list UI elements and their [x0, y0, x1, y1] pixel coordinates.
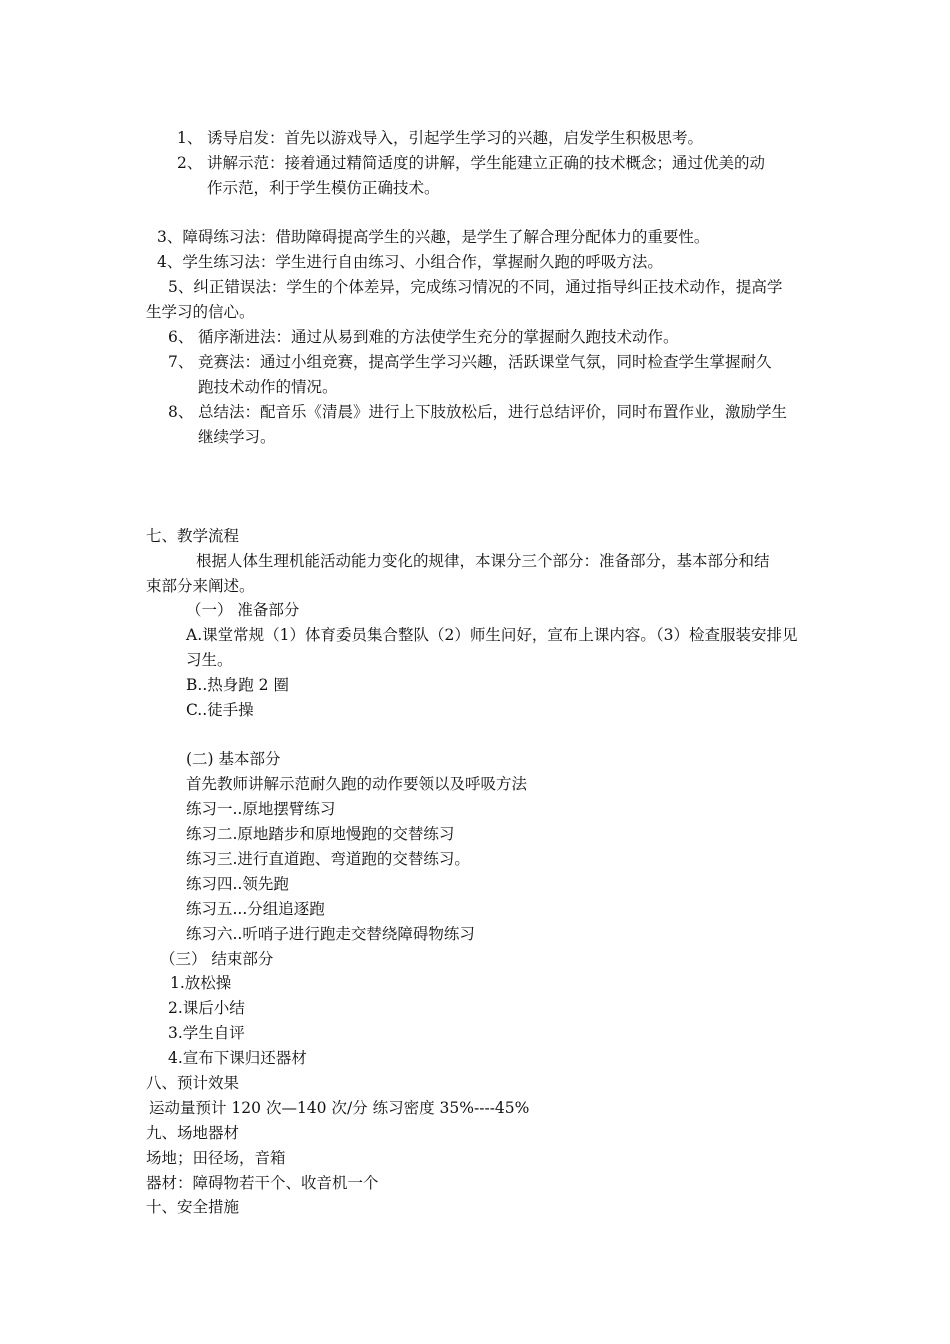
part-2-exercise-6: 练习六..听哨子进行跑走交替绕障碍物练习 — [186, 925, 475, 943]
section-7-intro-line-1: 根据人体生理机能活动能力变化的规律，本课分三个部分：准备部分，基本部分和结 — [196, 552, 770, 570]
part-3-item-1: 1.放松操 — [170, 974, 232, 992]
section-8-heading: 八、预计效果 — [146, 1074, 240, 1092]
method-1-text: 诱导启发：首先以游戏导入，引起学生学习的兴趣，启发学生积极思考。 — [207, 129, 704, 147]
method-4-text: 4、学生练习法：学生进行自由练习、小组合作，掌握耐久跑的呼吸方法。 — [157, 253, 663, 271]
method-7-number: 7、 — [168, 353, 194, 371]
part-2-exercise-4: 练习四..领先跑 — [186, 875, 289, 893]
section-9-equipment: 器材：障碍物若干个、收音机一个 — [146, 1174, 379, 1192]
method-6-text: 循序渐进法：通过从易到难的方法使学生充分的掌握耐久跑技术动作。 — [198, 328, 679, 346]
part-2-exercise-3: 练习三.进行直道跑、弯道跑的交替练习。 — [186, 850, 470, 868]
method-7-line-2: 跑技术动作的情况。 — [198, 378, 338, 396]
part-3-heading: （三） 结束部分 — [160, 950, 274, 968]
part-1-item-a-line-2: 习生。 — [186, 651, 233, 669]
part-1-item-a-line-1: A.课堂常规（1）体育委员集合整队（2）师生问好，宣布上课内容。（3）检查服装安排见 — [186, 626, 798, 644]
method-2-number: 2、 — [177, 154, 203, 172]
method-1-number: 1、 — [177, 129, 203, 147]
part-1-item-c: C..徒手操 — [186, 701, 254, 719]
method-8-line-2: 继续学习。 — [198, 428, 276, 446]
section-10-heading: 十、安全措施 — [146, 1198, 240, 1216]
part-2-exercise-1: 练习一..原地摆臂练习 — [186, 800, 336, 818]
method-5-line-2: 生学习的信心。 — [146, 303, 255, 321]
method-8-number: 8、 — [168, 403, 194, 421]
part-3-item-4: 4.宣布下课归还器材 — [168, 1049, 307, 1067]
method-3-text: 3、障碍练习法：借助障碍提高学生的兴趣，是学生了解合理分配体力的重要性。 — [157, 228, 710, 246]
part-3-item-2: 2.课后小结 — [168, 999, 245, 1017]
method-5-line-1: 5、纠正错误法：学生的个体差异，完成练习情况的不同，通过指导纠正技术动作，提高学 — [168, 278, 783, 296]
part-2-exercise-2: 练习二.原地踏步和原地慢跑的交替练习 — [186, 825, 455, 843]
part-2-heading: (二) 基本部分 — [186, 750, 281, 768]
part-3-item-3: 3.学生自评 — [168, 1024, 245, 1042]
part-1-item-b: B..热身跑 2 圈 — [186, 676, 289, 694]
part-1-heading: （一） 准备部分 — [186, 601, 300, 619]
section-7-heading: 七、教学流程 — [146, 527, 240, 545]
method-8-line-1: 总结法：配音乐《清晨》进行上下肢放松后，进行总结评价，同时布置作业，激励学生 — [198, 403, 788, 421]
method-2-line-2: 作示范，利于学生模仿正确技术。 — [207, 179, 440, 197]
section-7-intro-line-2: 束部分来阐述。 — [146, 577, 255, 595]
method-7-line-1: 竞赛法：通过小组竞赛，提高学生学习兴趣，活跃课堂气氛，同时检查学生掌握耐久 — [198, 353, 772, 371]
part-2-exercise-5: 练习五...分组追逐跑 — [186, 900, 325, 918]
method-2-line-1: 讲解示范：接着通过精简适度的讲解，学生能建立正确的技术概念；通过优美的动 — [207, 154, 766, 172]
section-9-venue: 场地；田径场，音箱 — [146, 1149, 286, 1167]
method-6-number: 6、 — [168, 328, 194, 346]
section-8-text: 运动量预计 120 次—140 次/分 练习密度 35%----45% — [149, 1099, 530, 1117]
part-2-intro: 首先教师讲解示范耐久跑的动作要领以及呼吸方法 — [186, 775, 528, 793]
section-9-heading: 九、场地器材 — [146, 1124, 240, 1142]
